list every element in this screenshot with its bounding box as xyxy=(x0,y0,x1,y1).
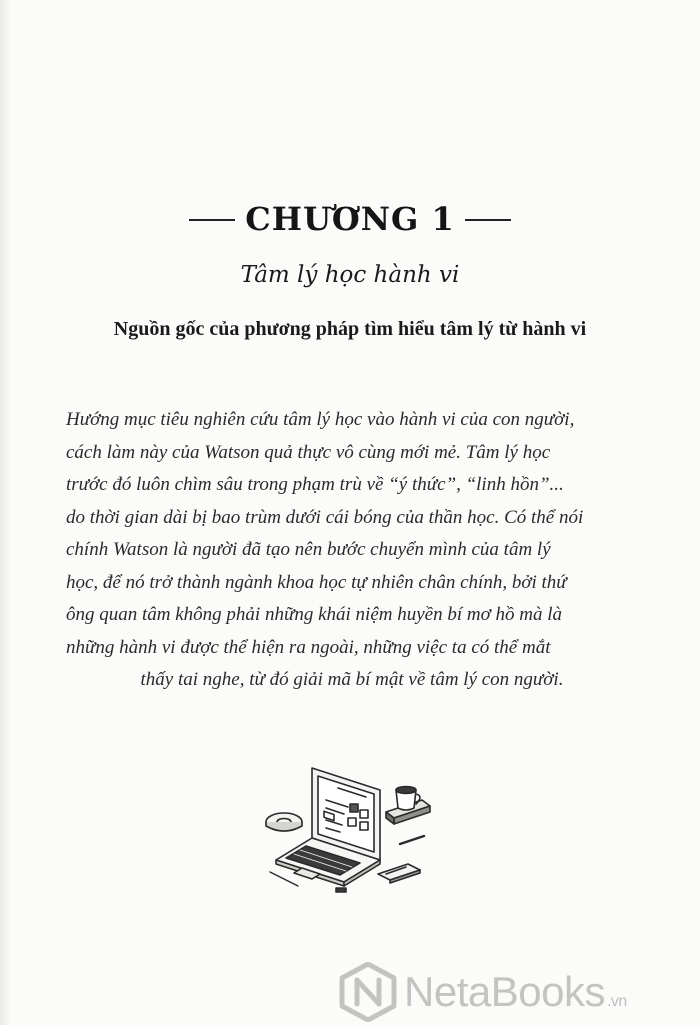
body-line: do thời gian dài bị bao trùm dưới cái bóng của thần học. Có thể nói xyxy=(66,506,584,528)
body-line: học, để nó trở thành ngành khoa học tự nhiên chân chính, bởi thứ xyxy=(66,571,567,593)
watermark-brand: NetaBooks xyxy=(404,968,605,1015)
chapter-title: CHƯƠNG 1 xyxy=(245,200,455,238)
right-dash-ornament xyxy=(465,219,511,221)
netabooks-watermark xyxy=(338,962,690,1022)
watermark-text xyxy=(404,968,627,1016)
watermark-suffix: .vn xyxy=(606,993,627,1010)
page-edge-shadow xyxy=(0,0,10,1025)
body-line: cách làm này của Watson quả thực vô cùng mới mẻ. Tâm lý học xyxy=(66,441,551,463)
laptop-desk-illustration-icon xyxy=(240,760,440,900)
left-dash-ornament xyxy=(189,219,235,221)
section-title: Nguồn gốc của phương pháp tìm hiểu tâm lý từ hành vi xyxy=(113,318,587,340)
body-line: thấy tai nghe, từ đó giải mã bí mật về tâm lý con người. xyxy=(140,669,564,690)
body-line: ông quan tâm không phải những khái niệm huyền bí mơ hồ mà là xyxy=(66,604,562,625)
body-paragraph xyxy=(66,404,638,697)
netabooks-logo-icon xyxy=(338,962,398,1022)
chapter-heading xyxy=(0,200,700,238)
body-line: những hành vi được thể hiện ra ngoài, những việc ta có thể mắt xyxy=(66,636,551,658)
body-line: trước đó luôn chìm sâu trong phạm trù về “ý thức”, “linh hồn”... xyxy=(66,474,564,495)
chapter-subtitle: Tâm lý học hành vi xyxy=(240,262,460,288)
body-line: chính Watson là người đã tạo nên bước chuyển mình của tâm lý xyxy=(66,539,551,560)
body-line: Hướng mục tiêu nghiên cứu tâm lý học vào hành vi của con người, xyxy=(66,409,575,430)
